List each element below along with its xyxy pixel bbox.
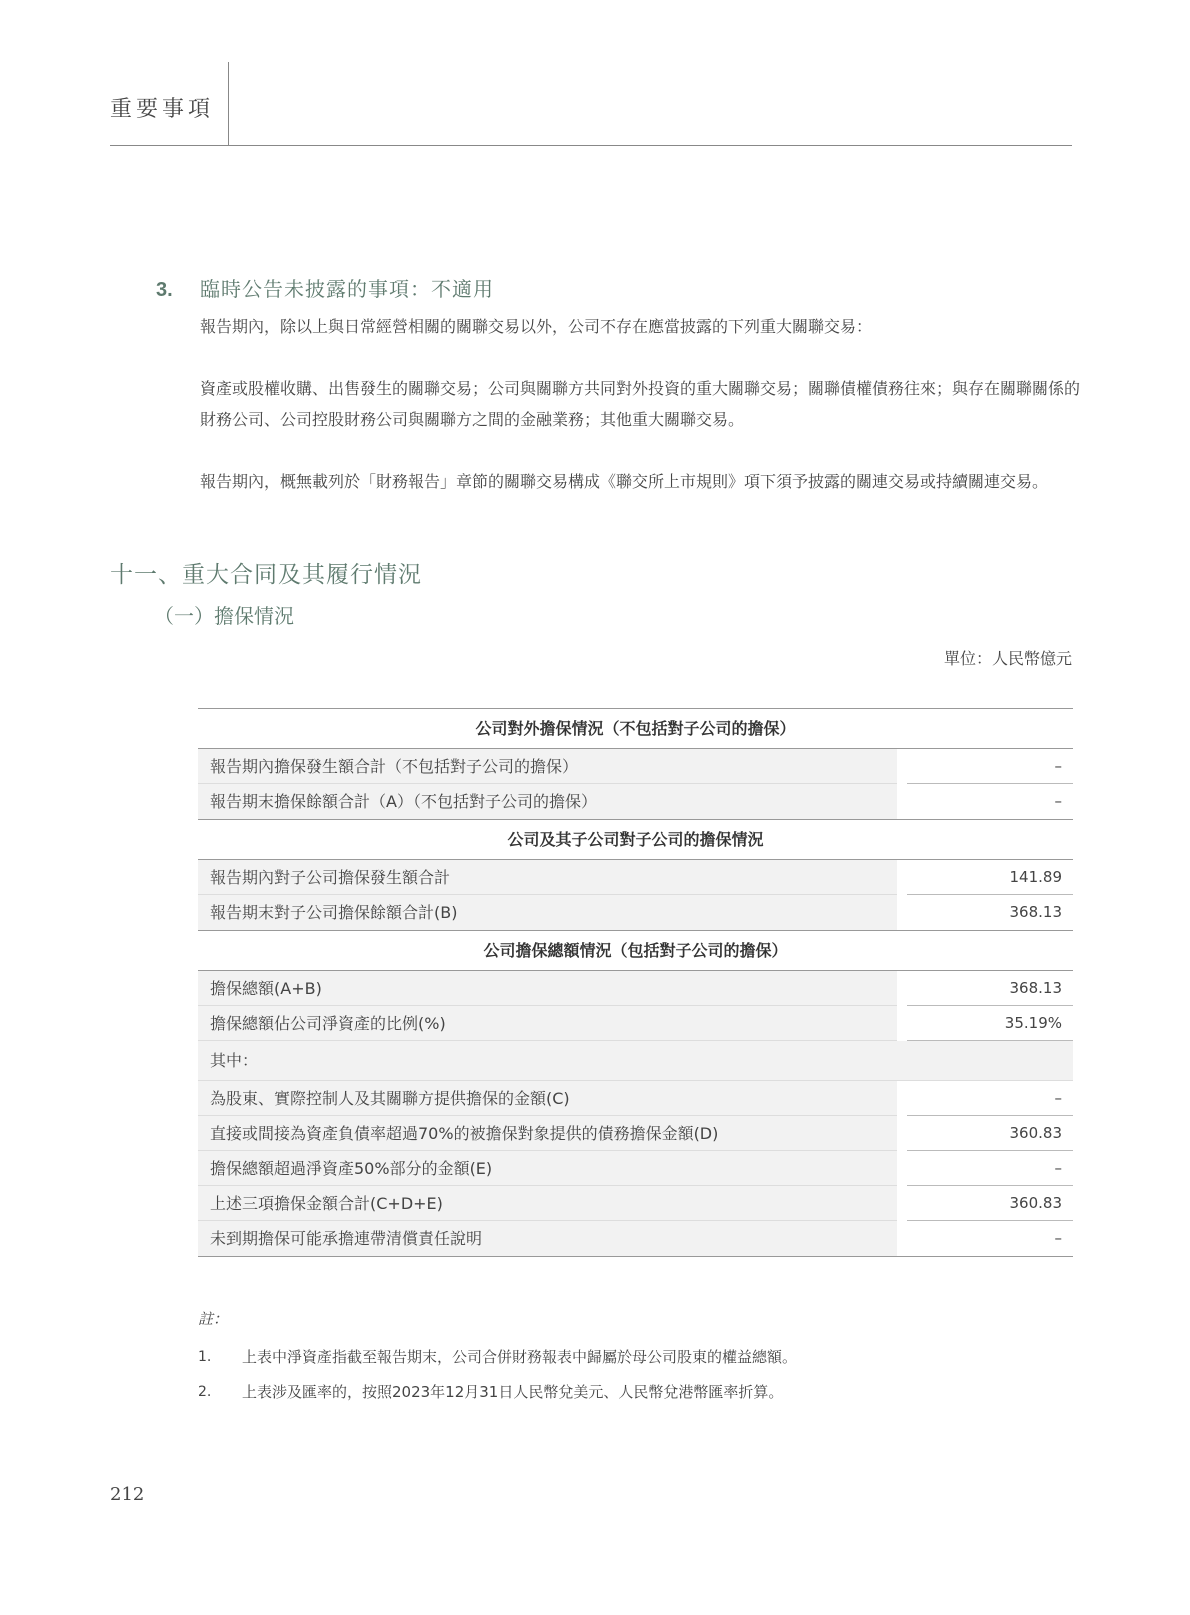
section-3-number: 3. xyxy=(156,279,173,301)
page-number: 212 xyxy=(110,1484,145,1505)
table-row xyxy=(198,1006,1073,1041)
table-row xyxy=(198,1151,1073,1186)
section-11-subtitle: （一）擔保情況 xyxy=(154,604,294,628)
table-row xyxy=(198,784,1073,819)
row-value: – xyxy=(907,749,1073,784)
note-text: 上表中淨資產指截至報告期末，公司合併財務報表中歸屬於母公司股東的權益總額。 xyxy=(242,1348,798,1366)
header-divider-vertical xyxy=(228,62,229,146)
table-row-among xyxy=(198,1041,1073,1081)
table-row xyxy=(198,860,1073,895)
row-label: 擔保總額佔公司淨資產的比例(%) xyxy=(198,1006,897,1041)
header-divider-horizontal xyxy=(110,145,1072,146)
row-label: 其中： xyxy=(198,1041,1073,1081)
row-value: 368.13 xyxy=(907,971,1073,1006)
row-value: – xyxy=(907,1151,1073,1186)
row-value: – xyxy=(1054,792,1062,810)
row-label: 擔保總額超過淨資產50%部分的金額(E) xyxy=(198,1151,897,1186)
section-3-title: 臨時公告未披露的事項：不適用 xyxy=(200,277,494,301)
section-3-heading xyxy=(156,273,494,302)
section-11-title: 十一、重大合同及其履行情況 xyxy=(110,562,422,588)
row-label: 擔保總額(A+B) xyxy=(198,971,897,1006)
table-row xyxy=(198,1081,1073,1116)
table-group-header: 公司對外擔保情況（不包括對子公司的擔保） xyxy=(475,719,796,738)
section-3-paragraph-3: 報告期內，概無載列於「財務報告」章節的關聯交易構成《聯交所上市規則》項下須予披露的關連交易或持續關連交易。 xyxy=(200,472,1049,491)
note-item xyxy=(198,1340,1078,1375)
guarantee-table xyxy=(198,708,1073,1257)
unit-label: 單位：人民幣億元 xyxy=(943,649,1072,668)
table-row xyxy=(198,895,1073,930)
row-value: 360.83 xyxy=(907,1116,1073,1151)
table-row xyxy=(198,1186,1073,1221)
notes xyxy=(198,1308,1078,1410)
row-label: 報告期末擔保餘額合計（A）（不包括對子公司的擔保） xyxy=(198,784,897,819)
table-row xyxy=(198,1221,1073,1256)
row-label: 未到期擔保可能承擔連帶清償責任說明 xyxy=(198,1221,897,1256)
row-value: 35.19% xyxy=(907,1006,1073,1041)
table-row xyxy=(198,749,1073,784)
note-number: 1. xyxy=(198,1349,212,1365)
row-label: 直接或間接為資產負債率超過70%的被擔保對象提供的債務擔保金額(D) xyxy=(198,1116,897,1151)
row-value: 360.83 xyxy=(907,1186,1073,1221)
row-value: – xyxy=(907,1081,1073,1116)
table-rule xyxy=(198,1256,1073,1257)
table-group-header: 公司及其子公司對子公司的擔保情況 xyxy=(507,830,764,849)
note-item xyxy=(198,1375,1078,1410)
row-label: 上述三項擔保金額合計(C+D+E) xyxy=(198,1186,897,1221)
row-value: – xyxy=(1054,1229,1062,1247)
section-3-paragraph-2: 資產或股權收購、出售發生的關聯交易；公司與關聯方共同對外投資的重大關聯交易；關聯債權債務往來；與存在關聯關係的財務公司、公司控股財務公司與關聯方之間的金融業務；其他重大關聯交易。 xyxy=(200,379,1081,429)
table-group-header: 公司擔保總額情況（包括對子公司的擔保） xyxy=(483,941,788,960)
note-number: 2. xyxy=(198,1384,212,1400)
row-label: 報告期內對子公司擔保發生額合計 xyxy=(198,860,897,895)
row-value: 141.89 xyxy=(907,860,1073,895)
section-3-paragraph-1: 報告期內，除以上與日常經營相關的關聯交易以外，公司不存在應當披露的下列重大關聯交易： xyxy=(200,317,873,336)
notes-heading: 註： xyxy=(198,1310,229,1328)
row-value: 368.13 xyxy=(1009,903,1062,921)
row-label: 報告期內擔保發生額合計（不包括對子公司的擔保） xyxy=(198,749,897,784)
table-row xyxy=(198,971,1073,1006)
note-text: 上表涉及匯率的，按照2023年12月31日人民幣兌美元、人民幣兌港幣匯率折算。 xyxy=(242,1383,784,1401)
row-label: 為股東、實際控制人及其關聯方提供擔保的金額(C) xyxy=(198,1081,897,1116)
row-label: 報告期末對子公司擔保餘額合計(B) xyxy=(198,895,897,930)
header-title: 重要事項 xyxy=(110,97,215,122)
table-row xyxy=(198,1116,1073,1151)
